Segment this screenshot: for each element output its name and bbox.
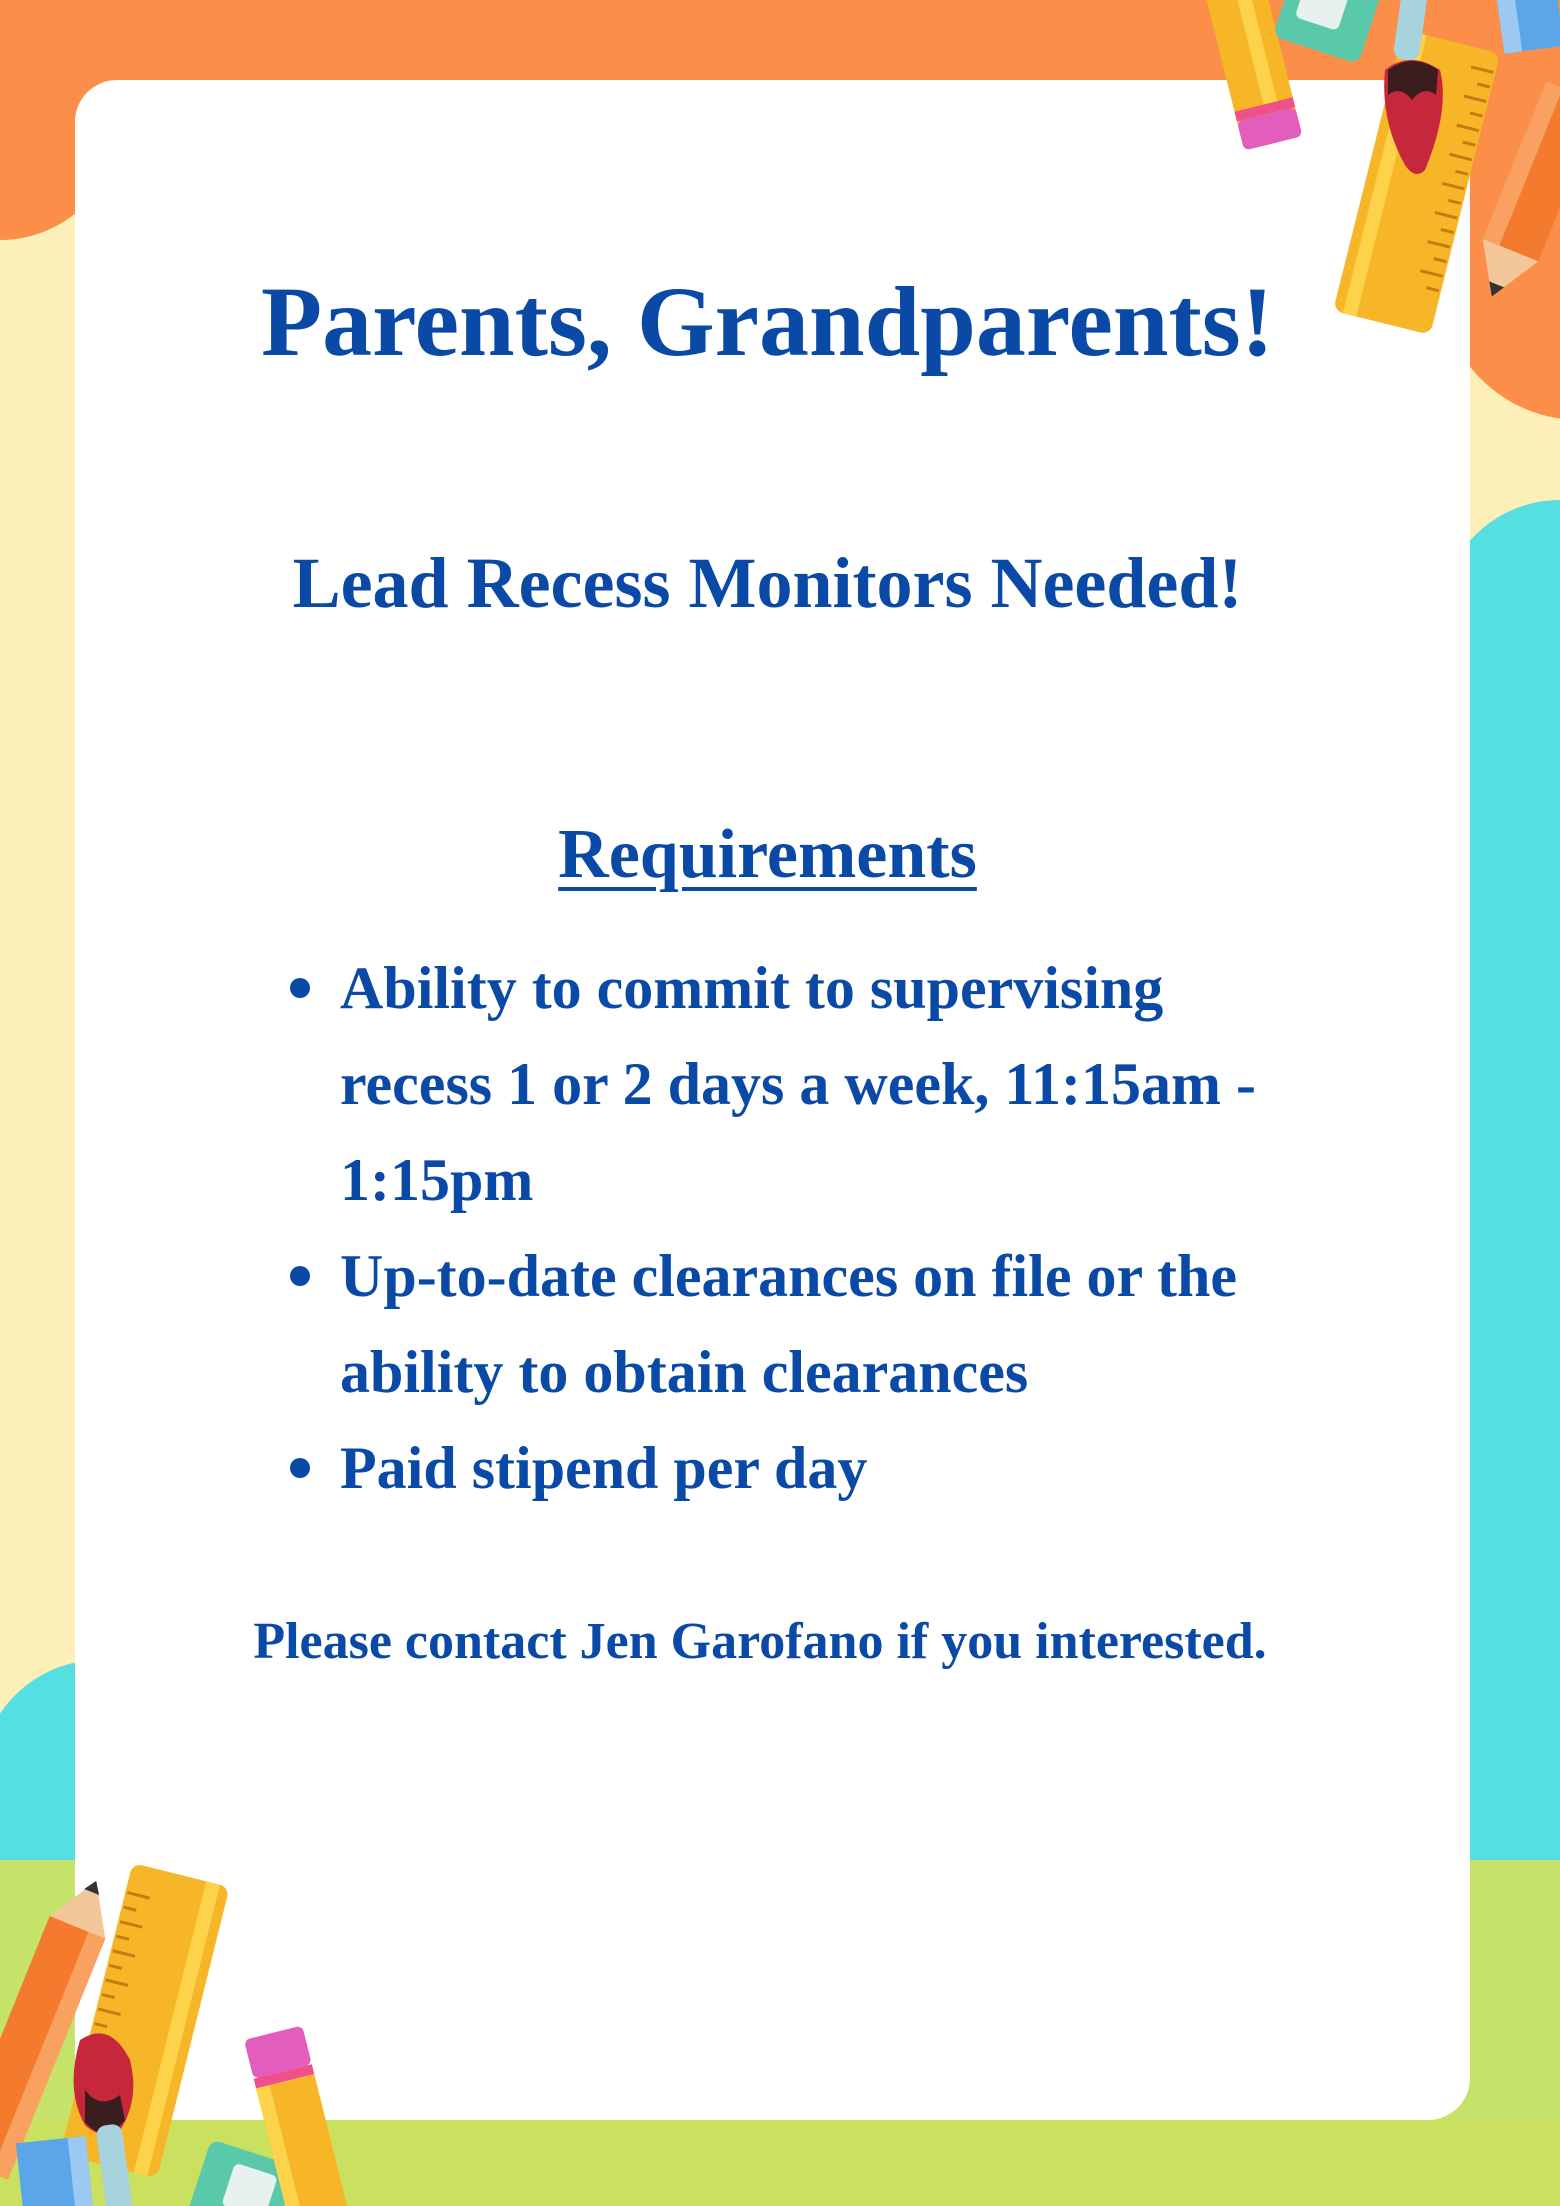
bullet-icon [290, 1458, 310, 1478]
crayon-icon [1493, 0, 1560, 54]
stationery-decoration-bottom-left [0, 1860, 360, 2206]
stationery-decoration-top-right [1200, 0, 1560, 340]
requirements-list [280, 940, 1320, 1516]
crayon-icon [16, 2136, 94, 2206]
requirement-item [280, 940, 1320, 1228]
flyer-subtitle: Lead Recess Monitors Needed! [292, 543, 1243, 623]
requirement-item [280, 1420, 1320, 1516]
requirement-text: Paid stipend per day [340, 1435, 868, 1501]
requirement-text: Ability to commit to supervising recess 1 or 2 days a week, 11:15am - 1:15pm [340, 955, 1256, 1213]
bullet-icon [290, 978, 310, 998]
requirement-text: Up-to-date clearances on file or the ability to obtain clearances [340, 1243, 1238, 1405]
bullet-icon [290, 1266, 310, 1286]
requirement-item [280, 1228, 1320, 1420]
eraser-icon [1273, 0, 1383, 64]
contact-text: Please contact Jen Garofano if you interested. [253, 1613, 1267, 1670]
flyer-title: Parents, Grandparents! [261, 266, 1274, 377]
requirements-heading: Requirements [558, 816, 977, 893]
